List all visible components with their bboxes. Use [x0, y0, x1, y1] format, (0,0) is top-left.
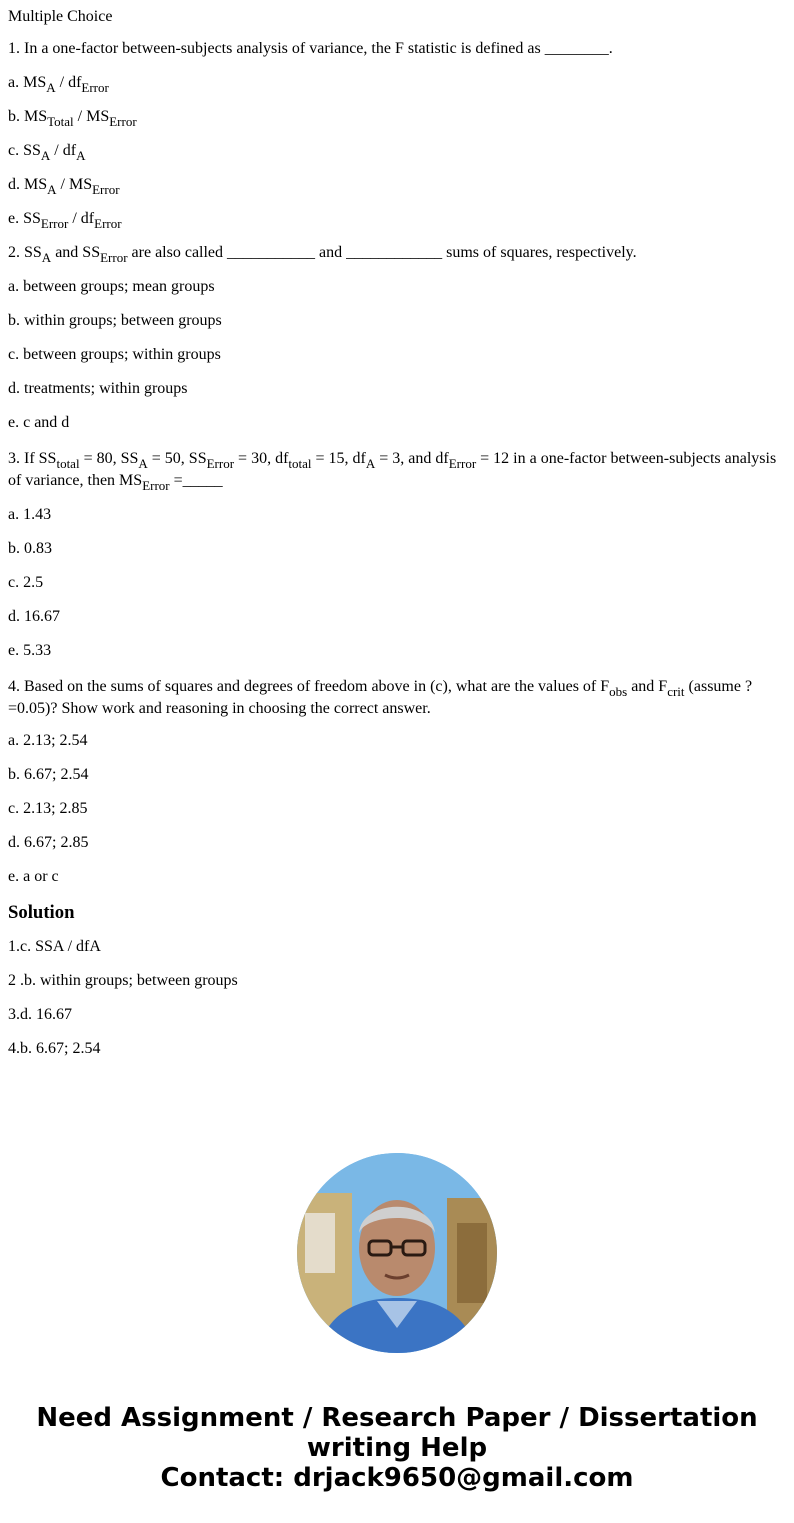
question-1-option-b: b. $MS_{Total} / MS_{Error}$: [8, 108, 137, 129]
question-2-stem: 2. $SS_A$ and $SS_{Error}$ are also called ___________ and ____________ sums of squares, respectively.: [8, 244, 637, 265]
solution-answer-2: 2 .b. within groups; between groups: [8, 972, 238, 989]
question-3-option-a: a. 1.43: [8, 506, 52, 523]
question-4-option-c: c. 2.13; 2.85: [8, 800, 88, 817]
question-3-option-d: d. 16.67: [8, 608, 60, 625]
question-2-option-a: a. between groups; mean groups: [8, 278, 215, 295]
solution-answer-1: 1.c. SSA / dfA: [8, 938, 101, 955]
question-2-option-b: b. within groups; between groups: [8, 312, 222, 329]
section-heading: Multiple Choice: [8, 8, 113, 25]
question-2-option-e: e. c and d: [8, 414, 70, 431]
question-1-stem: 1. In a one-factor between-subjects analysis of variance, the F statistic is defined as ________.: [8, 40, 613, 57]
question-4-option-e: e. a or c: [8, 868, 59, 885]
question-1-option-a: a. $MS_A / df_{Error}$: [8, 74, 109, 95]
question-4-option-d: d. 6.67; 2.85: [8, 834, 89, 851]
question-3-stem: 3. If $SS_{total} = 80$, $SS_A = 50$, $SS_{Error} = 30$, $df_{total} = 15$, $df_A = 3$, and $df_{Error} = 12$ in a one-factor between-subjects analysis of variance, then $MS_{Error}$ =_____: [8, 450, 777, 493]
question-1-option-d: d. $MS_A / MS_{Error}$: [8, 176, 120, 197]
question-2-option-d: d. treatments; within groups: [8, 380, 188, 397]
question-4-stem: 4. Based on the sums of squares and degrees of freedom above in (c), what are the values of $F_{obs}$ and $F_{crit}$ (assume ? =0.05)? Show work and reasoning in choosing the correct answer.: [8, 678, 753, 717]
author-photo: [297, 1153, 497, 1353]
promo-contact: Contact: drjack9650@gmail.com: [160, 1463, 634, 1493]
question-1-option-e: e. $SS_{Error} / df_{Error}$: [8, 210, 122, 231]
promo-line-1: Need Assignment / Research Paper / Dissertation: [36, 1403, 758, 1433]
promo-line-2: writing Help: [306, 1433, 488, 1463]
question-2-option-c: c. between groups; within groups: [8, 346, 221, 363]
author-photo-illustration: [297, 1153, 497, 1353]
question-4-option-a: a. 2.13; 2.54: [8, 732, 88, 749]
solution-answer-4: 4.b. 6.67; 2.54: [8, 1040, 101, 1057]
question-4-option-b: b. 6.67; 2.54: [8, 766, 89, 783]
solution-answer-3: 3.d. 16.67: [8, 1006, 72, 1023]
question-3-option-b: b. 0.83: [8, 540, 52, 557]
question-1-option-c: c. $SS_A / df_A$: [8, 142, 86, 163]
question-3-option-e: e. 5.33: [8, 642, 52, 659]
promo-banner: [0, 1403, 794, 1493]
solution-heading: Solution: [8, 902, 75, 923]
question-3-option-c: c. 2.5: [8, 574, 44, 591]
